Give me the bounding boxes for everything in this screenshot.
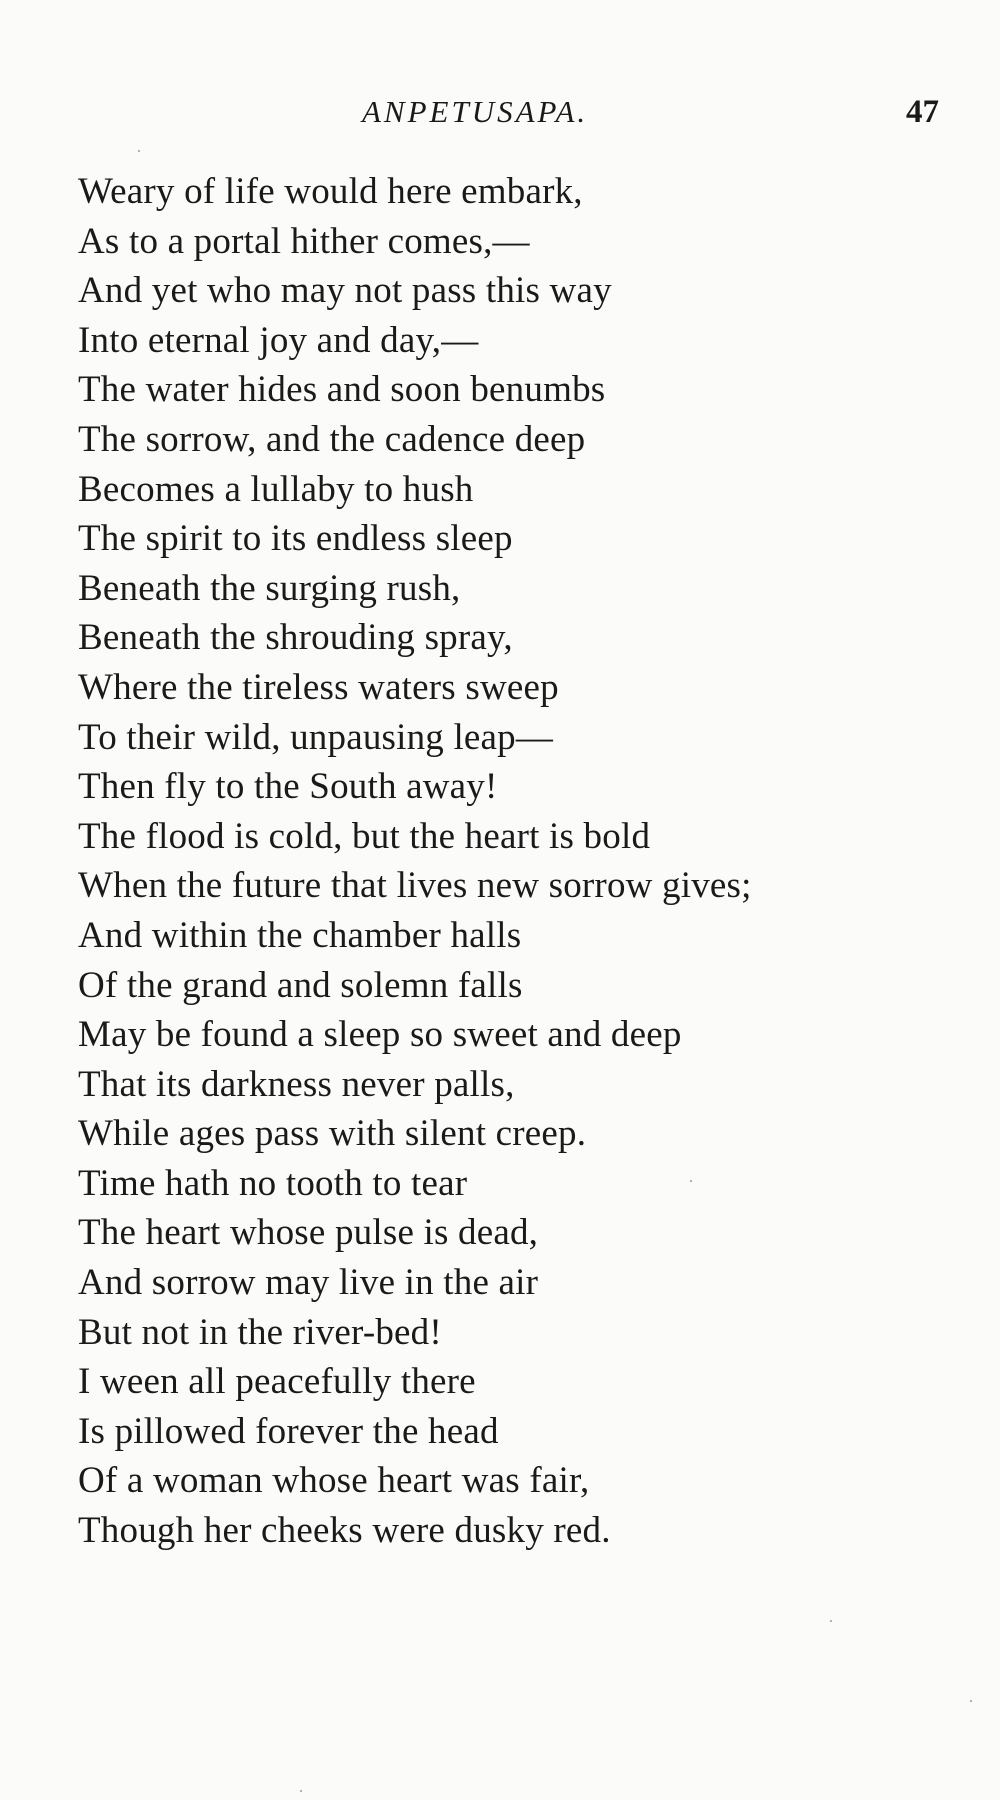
poem-line: The water hides and soon benumbs bbox=[78, 369, 606, 411]
poem-line: And within the chamber halls bbox=[78, 914, 522, 956]
paper-speck bbox=[690, 1180, 692, 1182]
poem-line: May be found a sleep so sweet and deep bbox=[78, 1014, 682, 1056]
poem-line: And yet who may not pass this way bbox=[78, 270, 612, 312]
running-title: ANPETUSAPA. bbox=[362, 94, 589, 129]
poem-line: But not in the river-bed! bbox=[78, 1311, 442, 1353]
paper-speck bbox=[138, 150, 140, 152]
poem-line: When the future that lives new sorrow gives; bbox=[78, 865, 752, 907]
poem-line: Weary of life would here embark, bbox=[78, 171, 583, 212]
poem-line: Then fly to the South away! bbox=[78, 766, 498, 808]
poem-line: Is pillowed forever the head bbox=[78, 1410, 499, 1452]
poem-line: To their wild, unpausing leap— bbox=[78, 716, 554, 758]
poem-text bbox=[78, 167, 752, 1556]
poem-line: Becomes a lullaby to hush bbox=[78, 468, 474, 510]
poem-line: And sorrow may live in the air bbox=[78, 1262, 539, 1304]
poem-line: The sorrow, and the cadence deep bbox=[78, 418, 586, 460]
paper-speck bbox=[970, 1700, 972, 1702]
page-number: 47 bbox=[906, 94, 939, 130]
running-header bbox=[0, 88, 1000, 136]
poem-line: Into eternal joy and day,— bbox=[78, 319, 479, 361]
poem-line: While ages pass with silent creep. bbox=[78, 1113, 587, 1155]
poem-line: Though her cheeks were dusky red. bbox=[78, 1510, 611, 1552]
poem-line: Time hath no tooth to tear bbox=[78, 1162, 468, 1204]
poem-line: Beneath the shrouding spray, bbox=[78, 617, 513, 659]
poem-line: That its darkness never palls, bbox=[78, 1063, 515, 1105]
paper-speck bbox=[300, 1790, 302, 1792]
poem-line: Beneath the surging rush, bbox=[78, 567, 461, 609]
poem-line: The spirit to its endless sleep bbox=[78, 518, 513, 560]
poem-line: As to a portal hither comes,— bbox=[78, 220, 530, 262]
poem-line: Of a woman whose heart was fair, bbox=[78, 1460, 590, 1502]
paper-speck bbox=[830, 1620, 832, 1622]
poem-line: Where the tireless waters sweep bbox=[78, 666, 559, 708]
poem-line: The flood is cold, but the heart is bold bbox=[78, 815, 651, 857]
poem-line: I ween all peacefully there bbox=[78, 1361, 476, 1403]
poem-line: Of the grand and solemn falls bbox=[78, 964, 523, 1006]
poem-line: The heart whose pulse is dead, bbox=[78, 1212, 539, 1254]
